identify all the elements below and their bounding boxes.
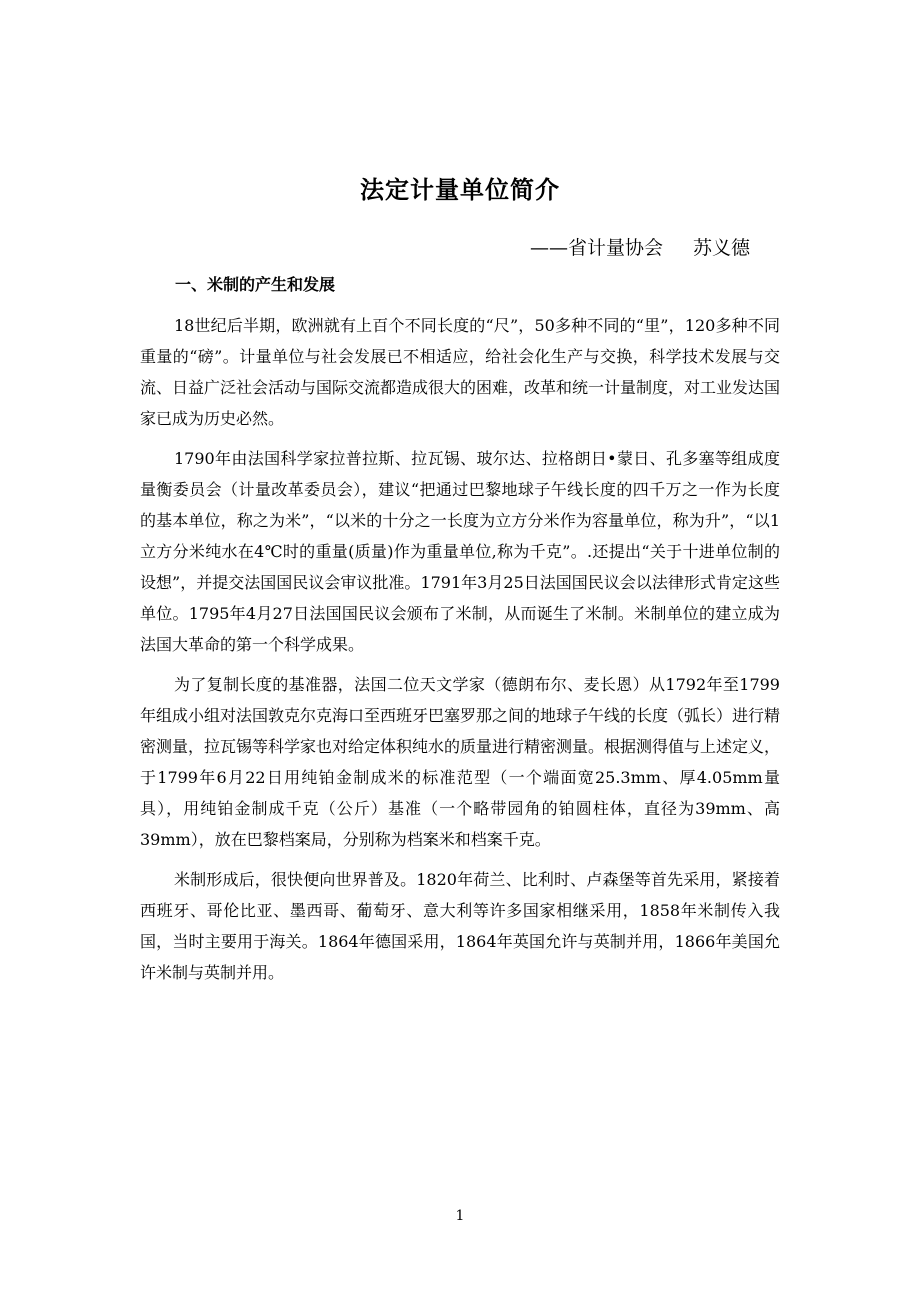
page-number: 1: [455, 1208, 465, 1224]
byline-author: 苏义德: [693, 237, 751, 259]
paragraph-2: 1790年由法国科学家拉普拉斯、拉瓦锡、玻尔达、拉格朗日•蒙日、孔多塞等组成度量衡委员会（计量改革委员会），建议“把通过巴黎地球子午线长度的四千万之一作为长度的基本单位，称之为米”，“以米的十分之一长度为立方分米作为容量单位，称为升”，“以1立方分米纯水在4℃时的重量(质量)作为重量单位,称为千克”。.还提出“关于十进单位制的设想”，并提交法国国民议会审议批准。1791年3月25日法国国民议会以法律形式肯定这些单位。1795年4月27日法国国民议会颁布了米制，从而诞生了米制。米制单位的建立成为法国大革命的第一个科学成果。: [140, 449, 780, 654]
byline: [530, 233, 790, 260]
body-text: [140, 310, 780, 997]
section-heading: 一、米制的产生和发展: [175, 275, 336, 294]
paragraph-3: 为了复制长度的基准器，法国二位天文学家（德朗布尔、麦长恩）从1792年至1799年组成小组对法国敦克尔克海口至西班牙巴塞罗那之间的地球子午线的长度（弧长）进行精密测量，拉瓦锡等科学家也对给定体积纯水的质量进行精密测量。根据测得值与上述定义，于1799年6月22日用纯铂金制成米的标准范型（一个端面宽25.3mm、厚4.05mm量具），用纯铂金制成千克（公斤）基准（一个略带园角的铂圆柱体，直径为39mm、高39mm），放在巴黎档案局，分别称为档案米和档案千克。: [140, 675, 781, 849]
document-title: 法定计量单位简介: [360, 176, 560, 204]
byline-organization: ——省计量协会: [530, 237, 664, 259]
paragraph-1: 18世纪后半期，欧洲就有上百个不同长度的“尺”，50多种不同的“里”，120多种不同重量的“磅”。计量单位与社会发展已不相适应，给社会化生产与交换，科学技术发展与交流、日益广泛社会活动与国际交流都造成很大的困难，改革和统一计量制度，对工业发达国家已成为历史必然。: [140, 316, 781, 428]
paragraph-4: 米制形成后，很快便向世界普及。1820年荷兰、比利时、卢森堡等首先采用，紧接着西班牙、哥伦比亚、墨西哥、葡萄牙、意大利等许多国家相继采用，1858年米制传入我国，当时主要用于海关。1864年德国采用，1864年英国允许与英制并用，1866年美国允许米制与英制并用。: [140, 870, 780, 982]
